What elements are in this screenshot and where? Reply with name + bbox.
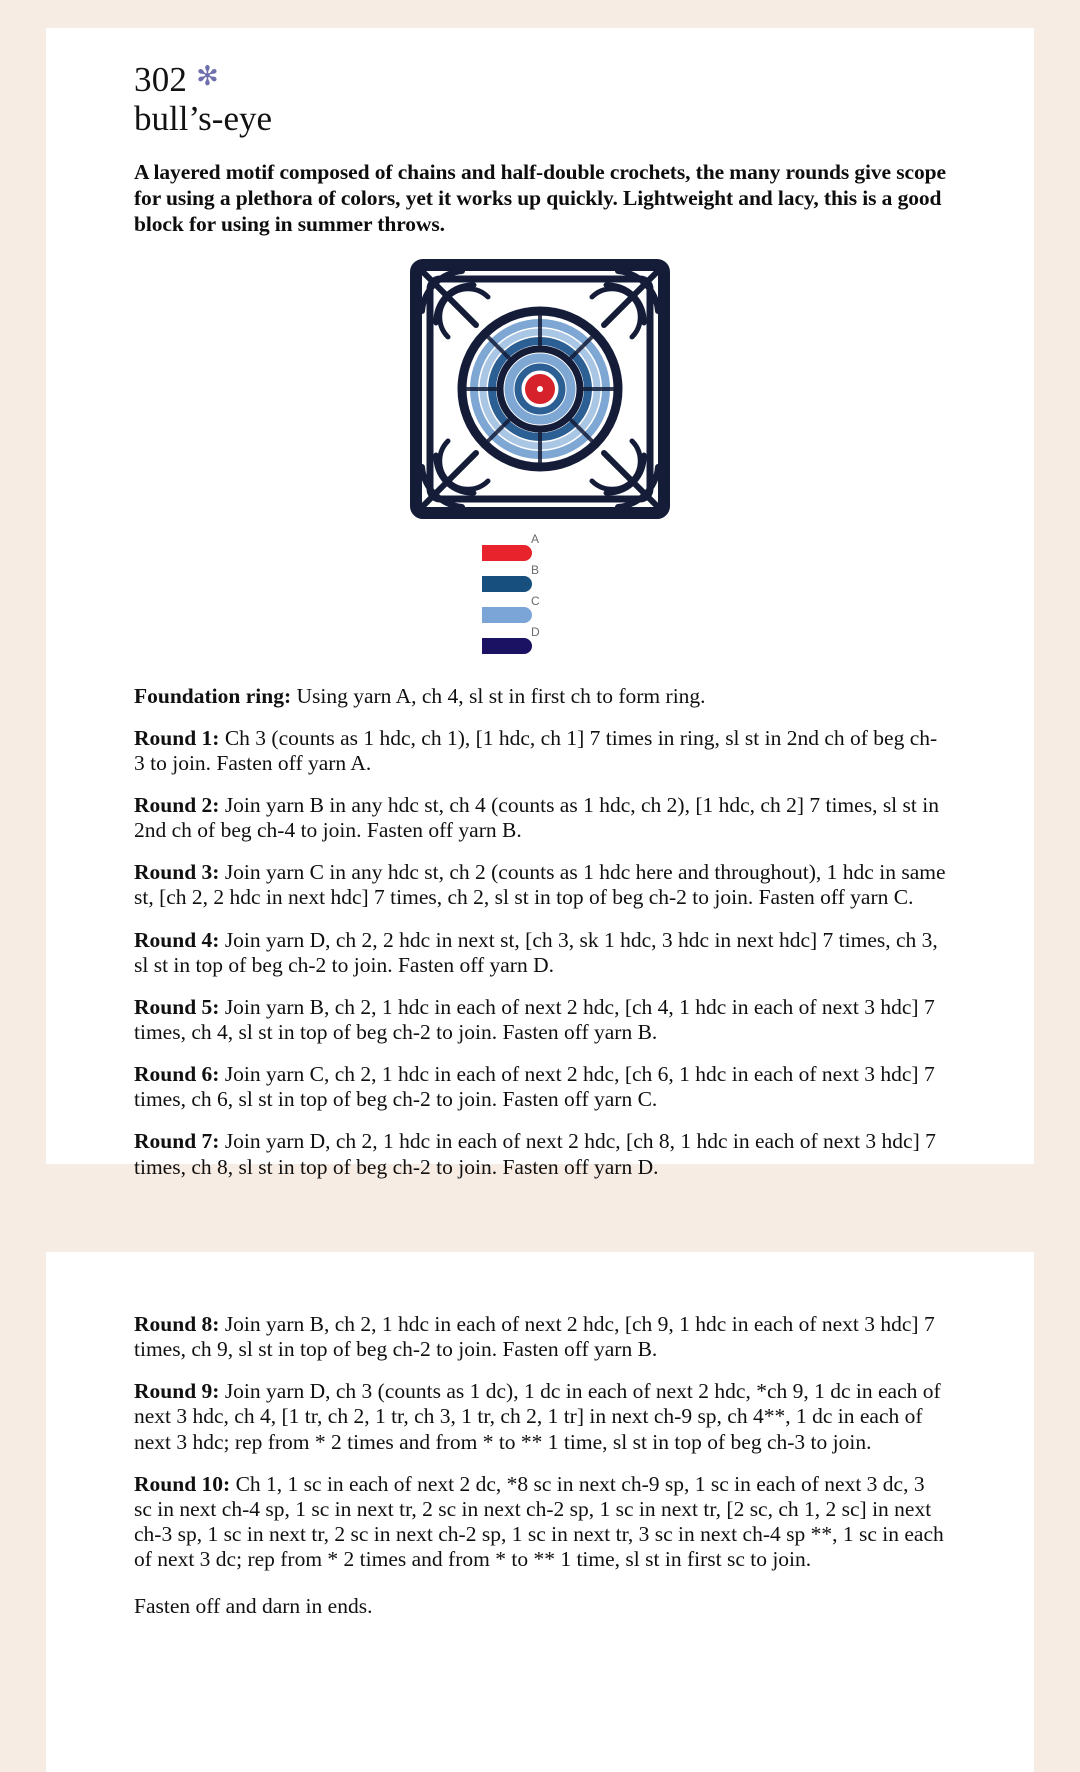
instruction-text: Join yarn D, ch 3 (counts as 1 dc), 1 dc in each of next 2 hdc, *ch 9, 1 dc in each of next 3 hdc, ch 4, [1 tr, ch 2, 1 tr, ch 3, 1 tr, ch 2, 1 tr] in next ch-9 sp, ch 4**, 1 dc in each of next 3 hdc; rep from * 2 times and from * to ** 1 time, sl st in top of beg ch-3 to join. [134,1379,941,1454]
page-one [46,28,1034,1179]
yarn-label-d: D [531,624,541,639]
yarn-swatch-b [482,576,526,592]
instruction-text: Join yarn C in any hdc st, ch 2 (counts as 1 hdc here and throughout), 1 hdc in same st, [ch 2, 2 hdc in next hdc] 7 times, ch 2, sl st in top of beg ch-2 to join. Fasten off yarn C. [134,860,946,910]
page-title [134,62,946,97]
instruction-text: Join yarn C, ch 2, 1 hdc in each of next 2 hdc, [ch 6, 1 hdc in each of next 3 hdc] 7 times, ch 6, sl st in top of beg ch-2 to join. Fasten off yarn C. [134,1062,935,1112]
yarn-label-a: A [531,531,540,546]
instruction-label: Round 9: [134,1379,220,1404]
yarn-key-item-a [482,531,542,565]
instruction-round-2 [134,793,946,843]
instruction-label: Round 7: [134,1129,220,1154]
yarn-swatch-d [482,638,526,654]
instruction-text: Join yarn D, ch 2, 1 hdc in each of next 2 hdc, [ch 8, 1 hdc in each of next 3 hdc] 7 times, ch 8, sl st in top of beg ch-2 to join. Fasten off yarn D. [134,1129,936,1179]
instructions-page-one [134,684,946,1180]
motif-image-wrap [134,258,946,520]
motif-name: bull’s-eye [134,99,273,138]
instruction-round-10 [134,1472,946,1573]
instruction-label: Round 2: [134,793,220,817]
yarn-swatch-c [482,607,526,623]
motif-number: 302 [134,60,188,99]
instruction-label: Round 4: [134,927,220,952]
instruction-label: Foundation ring: [134,683,292,708]
instruction-round-3 [134,860,946,910]
yarn-swatch-a [482,545,526,561]
closing-note: Fasten off and darn in ends. [134,1594,373,1619]
instruction-text: Using yarn A, ch 4, sl st in first ch to form ring. [291,683,706,708]
instruction-label: Round 8: [134,1312,220,1336]
instruction-text: Join yarn D, ch 2, 2 hdc in next st, [ch 3, sk 1 hdc, 3 hdc in next hdc] 7 times, ch 3, sl st in top of beg ch-2 to join. Fasten off yarn D. [134,927,938,977]
instruction-label: Round 1: [134,725,220,750]
pattern-viewer [0,28,1080,1772]
instruction-foundation-ring [134,684,946,709]
motif-description: A layered motif composed of chains and half-double crochets, the many rounds give scope for using a plethora of colors, yet it works up quickly. Lightweight and lacy, this is a good block for using in summer throws. [134,160,946,236]
instruction-round-5 [134,995,946,1045]
instruction-round-8 [134,1312,946,1362]
instruction-text: Ch 1, 1 sc in each of next 2 dc, *8 sc in next ch-9 sp, 1 sc in each of next 3 dc, 3 sc in next ch-4 sp, 1 sc in next tr, 2 sc in next ch-2 sp, 1 sc in next tr, [2 sc, ch 1, 2 sc] in next ch-3 sp, 1 sc in next tr, 2 sc in next ch-2 sp, 1 sc in next tr, 3 sc in next ch-4 sp **, 1 sc in each of next 3 dc; rep from * 2 times and from * to ** 1 time, sl st in first sc to join. [134,1471,944,1572]
instruction-text: Ch 3 (counts as 1 hdc, ch 1), [1 hdc, ch 1] 7 times in ring, sl st in 2nd ch of beg ch-3 to join. Fasten off yarn A. [134,725,938,775]
yarn-label-c: C [531,593,541,608]
yarn-key-item-d [482,624,542,658]
yarn-key [480,531,600,658]
instruction-text: Join yarn B, ch 2, 1 hdc in each of next 2 hdc, [ch 4, 1 hdc in each of next 3 hdc] 7 times, ch 4, sl st in top of beg ch-2 to join. Fasten off yarn B. [134,994,935,1044]
yarn-key-item-b [482,562,542,596]
crochet-square-motif [409,258,671,520]
instructions-page-two [134,1312,946,1619]
instruction-round-6 [134,1062,946,1112]
page-two [46,1252,1034,1772]
instruction-round-7 [134,1129,946,1179]
instruction-label: Round 3: [134,860,220,885]
instruction-label: Round 10: [134,1471,231,1496]
instruction-text: Join yarn B, ch 2, 1 hdc in each of next 2 hdc, [ch 9, 1 hdc in each of next 3 hdc] 7 times, ch 9, sl st in top of beg ch-2 to join. Fasten off yarn B. [134,1312,935,1362]
instruction-text: Join yarn B in any hdc st, ch 4 (counts as 1 hdc, ch 2), [1 hdc, ch 2] 7 times, sl st in 2nd ch of beg ch-4 to join. Fasten off yarn B. [134,793,939,843]
instruction-round-1 [134,726,946,776]
instruction-round-4 [134,928,946,978]
instruction-label: Round 5: [134,994,220,1019]
star-icon: ✻ [196,61,219,91]
yarn-label-b: B [531,562,540,577]
instruction-label: Round 6: [134,1062,220,1087]
yarn-key-item-c [482,593,542,627]
instruction-round-9 [134,1379,946,1454]
